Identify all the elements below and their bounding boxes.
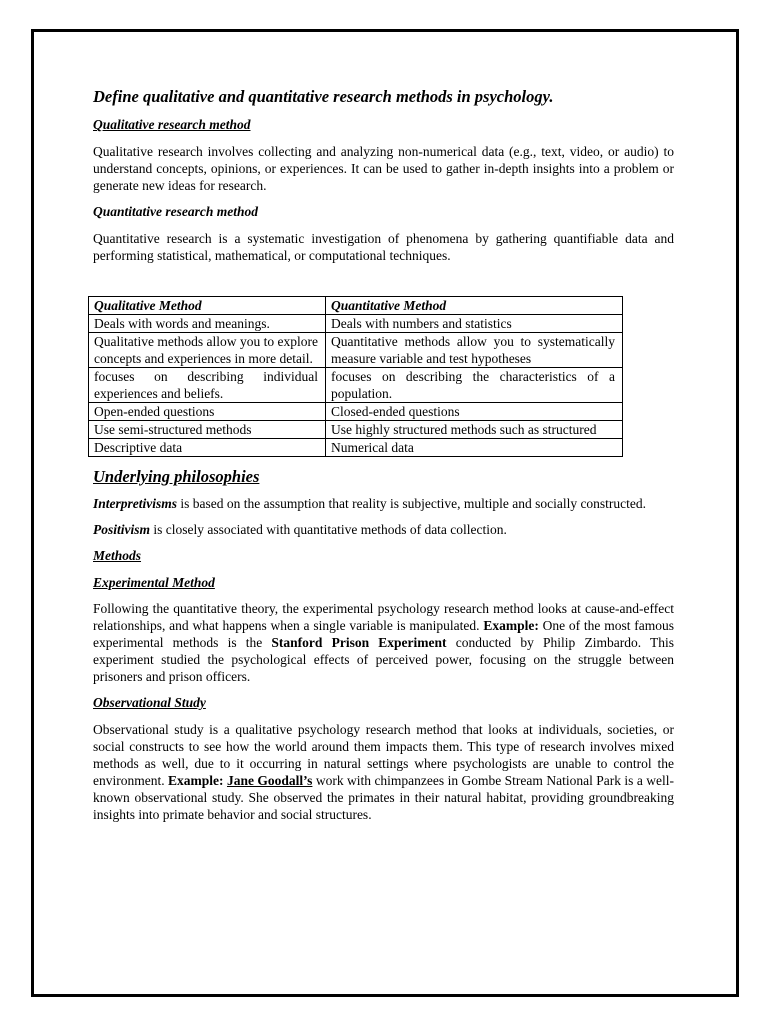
observational-paragraph [93,721,674,823]
table-row [89,367,623,402]
table-cell: Use highly structured methods such as structured [326,420,623,438]
positivism-text: is closely associated with quantitative methods of data collection. [150,521,507,537]
table-cell: Quantitative methods allow you to systematically measure variable and test hypotheses [326,332,623,367]
methods-heading: Methods [93,547,142,563]
jane-goodall-name: Jane Goodall’s [226,772,313,788]
table-cell: Deals with numbers and statistics [326,314,623,332]
table-header-quantitative: Quantitative Method [326,296,623,314]
page-title: Define qualitative and quantitative research methods in psychology. [93,87,554,106]
experimental-heading: Experimental Method [93,574,215,590]
observational-text-b: work with chimpanzees in Gombe Stream National Park is a well-known observational study. She observed the primates in their natural habitat, providing groundbreaking insights into primate behavior and social structures. [93,772,675,822]
positivism-term: Positivism [93,521,150,537]
interpretivism-text: is based on the assumption that reality is subjective, multiple and socially constructed. [177,495,647,511]
document-body [93,86,674,832]
interpretivism-paragraph [93,495,674,512]
table-row [89,438,623,456]
experimental-paragraph [93,600,674,685]
table-cell: Deals with words and meanings. [89,314,326,332]
interpretivism-term: Interpretivisms [93,495,178,511]
table-cell: focuses on describing individual experiences and beliefs. [89,367,326,402]
table-row [89,420,623,438]
philosophies-heading: Underlying philosophies [93,466,260,486]
observational-heading: Observational Study [93,695,206,711]
qualitative-heading: Qualitative research method [93,117,251,133]
table-cell: Open-ended questions [89,402,326,420]
table-cell: Descriptive data [89,438,326,456]
quantitative-heading: Quantitative research method [93,203,258,219]
table-row [89,332,623,367]
qualitative-paragraph: Qualitative research involves collecting and analyzing non-numerical data (e.g., text, video, or audio) to understand concepts, opinions, or experiences. It can be used to gather in-depth insights into a problem or generate new ideas for research. [93,143,674,193]
comparison-table [88,296,623,457]
table-cell: Qualitative methods allow you to explore concepts and experiences in more detail. [89,332,326,367]
table-header-qualitative: Qualitative Method [89,296,326,314]
experimental-intro: Following the quantitative theory, the experimental psychology research method looks at cause-and-effect relationships, and what happens when a single variable is manipulated. [93,601,674,634]
observational-example-label: Example: [168,772,224,788]
experimental-text-b: conducted by Philip Zimbardo. This experiment studied the psychological effects of perceived power, focusing on the struggle between prisoners and prison officers. [93,635,675,685]
positivism-paragraph [93,521,674,538]
table-cell: Numerical data [326,438,623,456]
stanford-prison-experiment: Stanford Prison Experiment [271,635,447,651]
table-cell: focuses on describing the characteristics of a population. [326,367,623,402]
table-row [89,402,623,420]
experimental-example-label: Example: [483,618,539,634]
table-cell: Use semi-structured methods [89,420,326,438]
table-cell: Closed-ended questions [326,402,623,420]
observational-intro: Observational study is a qualitative psychology research method that looks at individuals, societies, or social constructs to see how the world around them impacts them. This type of research involves mixed methods as well, due to it occurring in natural settings where psychologists are unable to control the environment. [93,721,674,788]
table-row [89,314,623,332]
quantitative-paragraph: Quantitative research is a systematic investigation of phenomena by gathering quantifiable data and performing statistical, mathematical, or computational techniques. [93,230,674,263]
experimental-text-a: One of the most famous experimental methods is the [93,618,674,651]
table-header-row [89,296,623,314]
